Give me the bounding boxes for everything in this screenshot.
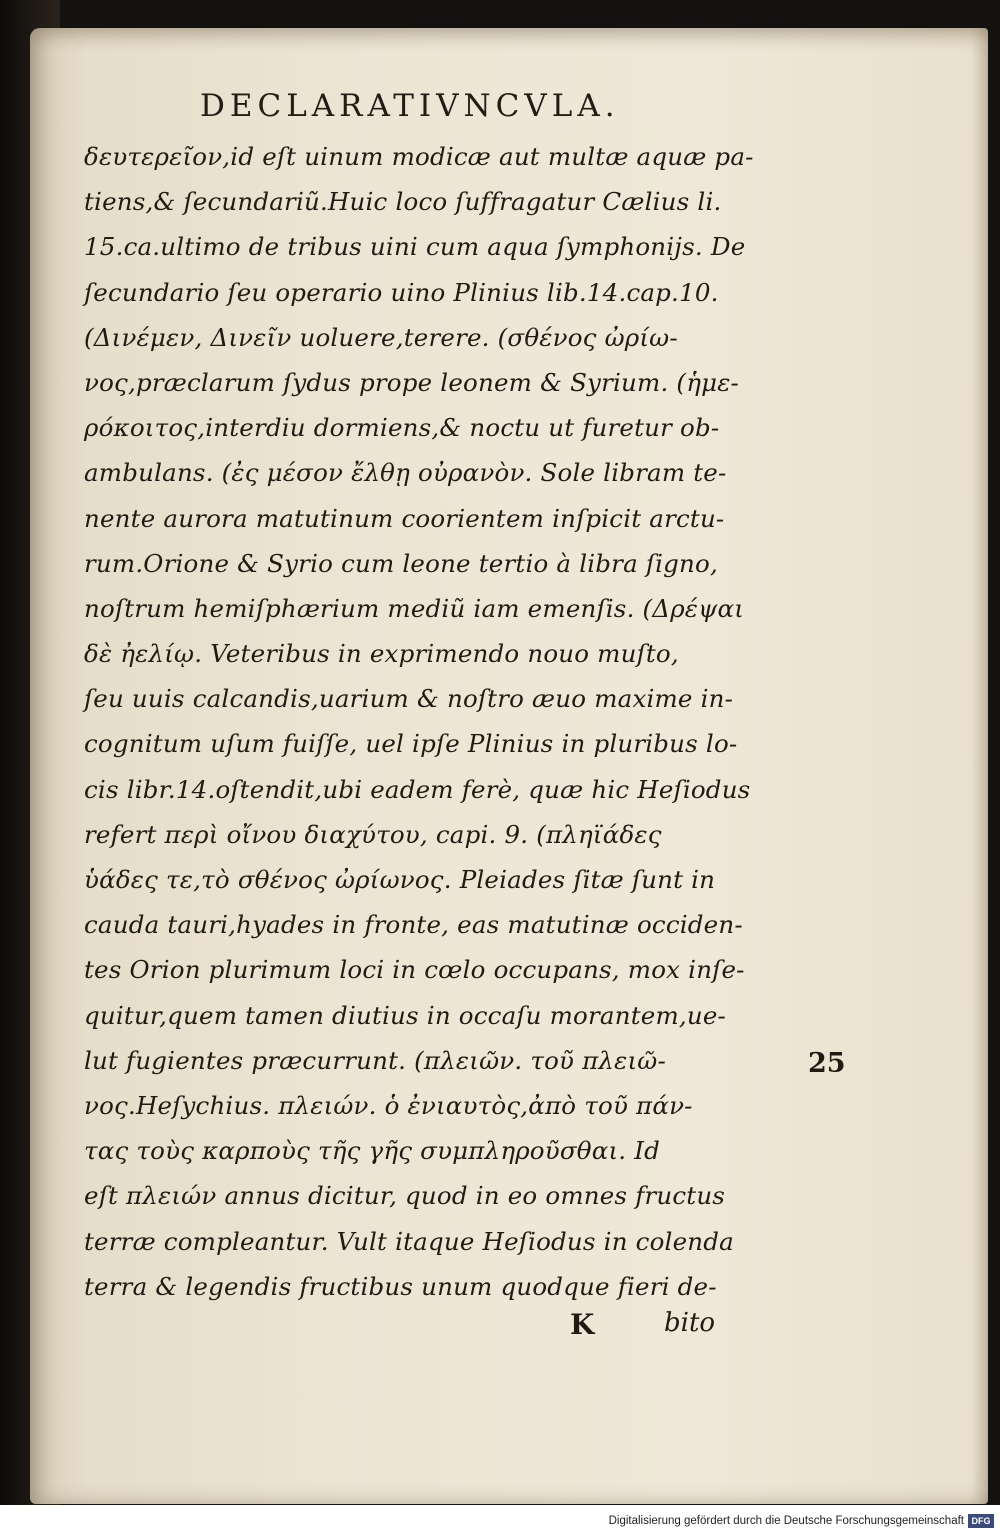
text-line: nente aurora matutinum coorientem inſpicit arctu- — [84, 503, 725, 533]
text-line: tes Orion plurimum loci in cœlo occupans, mox inſe- — [84, 955, 745, 985]
text-line: terræ compleantur. Vult itaque Heſiodus in colenda — [84, 1226, 734, 1256]
text-line: quitur,quem tamen diutius in occaſu morantem,ue- — [84, 1000, 727, 1030]
text-line: δευτερεῖον,id eſt uinum modicæ aut multæ aquæ pa- — [84, 142, 754, 171]
text-line: noſtrum hemiſphærium mediũ iam emenſis. (Δρέψαι — [84, 593, 745, 623]
text-line: ρόκοιτος,interdiu dormiens,& noctu ut furetur ob- — [84, 413, 720, 443]
text-line: δὲ ἠελίῳ. Veteribus in exprimendo nouo muſto, — [84, 639, 679, 669]
text-line: ambulans. (ἐς μέσον ἔλθῃ οὐρανὸν. Sole libram te- — [84, 458, 727, 488]
text-line: τας τοὺς καρποὺς τῆς γῆς συμπληροῦσθαι. Id — [84, 1136, 661, 1166]
text-line: cis libr.14.oſtendit,ubi eadem ferè, quæ hic Heſiodus — [84, 774, 751, 804]
text-line: cauda tauri,hyades in fronte, eas matutinæ occiden- — [84, 910, 743, 940]
text-line: ſecundario ſeu operario uino Plinius lib.14.cap.10. — [84, 277, 719, 307]
running-title: DECLARATIVNCVLA. — [200, 88, 620, 124]
text-line: cognitum uſum fuiſſe, uel ipſe Plinius in pluribus lo- — [84, 729, 738, 759]
catchword: bito — [664, 1308, 716, 1338]
dfg-logo-icon: DFG — [968, 1514, 994, 1528]
digitization-footer — [0, 1505, 1000, 1533]
main-text-block — [84, 134, 784, 1309]
book-page — [30, 28, 988, 1504]
text-line: rum.Orione & Syrio cum leone tertio à libra ſigno, — [84, 548, 718, 578]
text-line: νος.Heſychius. πλειών. ὁ ἐνιαυτὸς,ἀπὸ τοῦ πάν- — [84, 1090, 693, 1120]
text-line: 15.ca.ultimo de tribus uini cum aqua ſymphonijs. De — [84, 232, 746, 262]
text-line: νος,præclarum ſydus prope leonem & Syrium. (ἡμε- — [84, 367, 740, 397]
text-line: ὑάδες τε,τὸ σθένος ὠρίωνος. Pleiades ſitæ ſunt in — [84, 865, 716, 894]
text-line: terra & legendis fructibus unum quodque fieri de- — [84, 1271, 717, 1301]
text-line: (Δινέμεν, Δινεῖν uoluere,terere. (σθένος ὠρίω- — [84, 322, 678, 352]
text-line: lut fugientes præcurrunt. (πλειῶν. τοῦ πλειῶ- — [84, 1045, 666, 1075]
text-line: refert περὶ οἴνου διαχύτου, capi. 9. (πληϊάδες — [84, 819, 662, 849]
funding-credit: Digitalisierung gefördert durch die Deutsche Forschungsgemeinschaft — [608, 1515, 964, 1527]
text-line: ſeu uuis calcandis,uarium & noſtro æuo maxime in- — [84, 684, 734, 714]
folio-number: 25 — [808, 1048, 846, 1079]
text-line: eſt πλειών annus dicitur, quod in eo omnes fructus — [84, 1181, 726, 1211]
signature-mark: K — [570, 1308, 595, 1341]
text-line: tiens,& ſecundariũ.Huic loco ſuffragatur Cælius li. — [84, 187, 722, 217]
